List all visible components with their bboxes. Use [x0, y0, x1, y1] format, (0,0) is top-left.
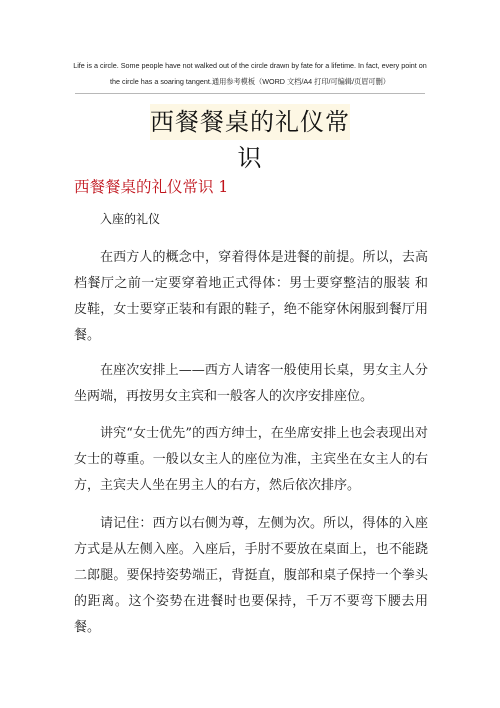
paragraph-sitting-posture: 请记住：西方以右侧为尊，左侧为次。所以，得体的入座方式是从左侧入座。入座后，手肘不要放在桌面上，也不能跷二郎腿。要保持姿势端正，背挺直，腹部和桌子保持一个拳头的距离。这个姿势在进餐时也要保持，千万不要弯下腰去用餐。 — [74, 516, 428, 635]
paragraph-seating-arrangement: 在座次安排上——西方人请客一般使用长桌，男女主人分坐两端，再按男女主宾和一般客人的次序安排座位。 — [74, 363, 428, 404]
paragraph-dress-code: 在西方人的概念中，穿着得体是进餐的前提。所以，去高档餐厅之前一定要穿着地正式得体：男士要穿整洁的服装 和皮鞋，女士要穿正装和有跟的鞋子，绝不能穿休闲服到餐厅用餐。 — [74, 250, 428, 343]
sub-heading: 入座的礼仪 — [100, 212, 161, 226]
page-header — [0, 58, 500, 90]
header-divider — [75, 93, 425, 94]
section-heading: 西餐餐桌的礼仪常识 1 — [74, 178, 229, 196]
header-line-2: the circle has a soaring tangent.通用参考模板（WORD 文档/A4 打印/可编辑/页眉可删） — [110, 77, 390, 86]
header-line-1: Life is a circle. Some people have not walked out of the circle drawn by fate for a lifetime. In fact, every point on — [73, 61, 427, 70]
document-title: 西餐餐桌的礼仪常识 — [150, 104, 350, 140]
paragraph-ladies-first: 讲究“女士优先”的西方绅士，在坐席安排上也会表现出对女士的尊重。一般以女主人的座位为准，主宾坐在女主人的右方，主宾夫人坐在男主人的右方，然后依次排序。 — [74, 426, 428, 493]
